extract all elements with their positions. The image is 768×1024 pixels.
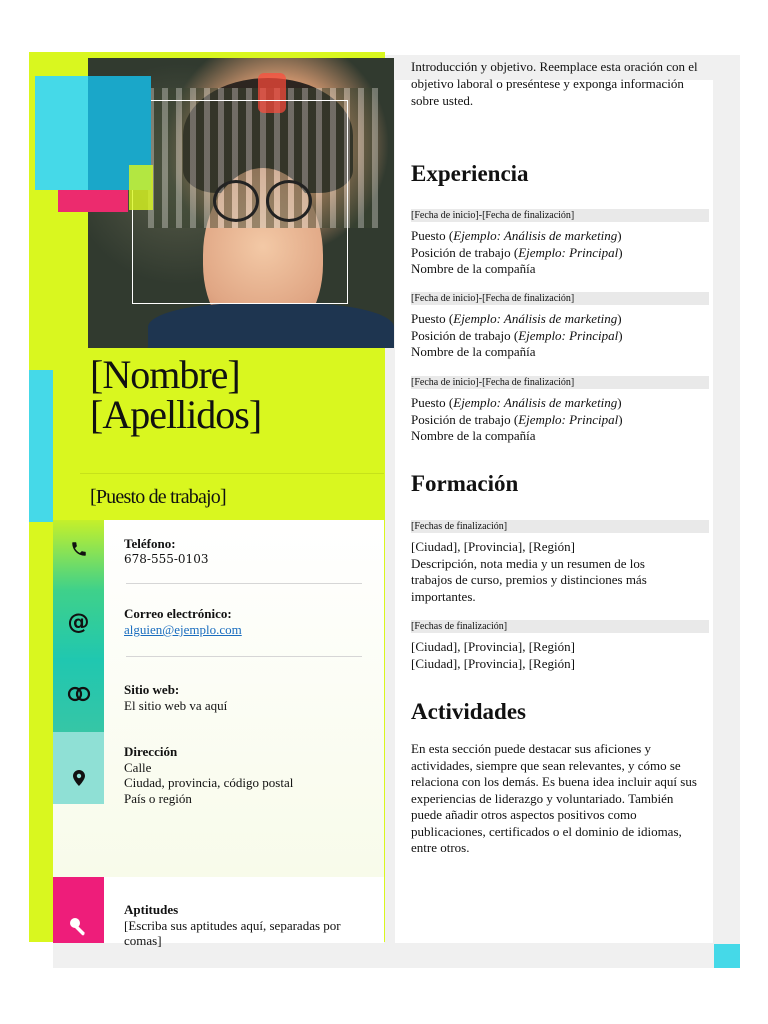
email-icon-block [53, 590, 104, 660]
education-heading: Formación [411, 471, 519, 496]
last-name: [Apellidos] [90, 392, 262, 437]
activities-heading: Actividades [411, 699, 526, 724]
skills-icon-block [53, 877, 104, 943]
cyan-corner-accent [714, 944, 740, 968]
experience-entry [411, 228, 711, 278]
web-icon-block [53, 660, 104, 732]
company-name: Nombre de la compañía [411, 428, 536, 443]
address-line: Ciudad, provincia, código postal [124, 775, 294, 790]
education-location: [Ciudad], [Provincia], [Región] [411, 655, 575, 671]
address-line: Calle [124, 759, 152, 775]
education-date: [Fechas de finalización] [411, 520, 709, 533]
contact-divider [126, 656, 362, 657]
role-line: Posición de trabajo (Ejemplo: Principal) [411, 411, 623, 427]
activities-paragraph: En esta sección puede destacar sus aficiones y actividades, siempre que sean relevantes, y cómo se relaciona con los demás. Es buena idea incluir aquí sus experiencias de liderazgo y voluntariado. También puede añadir otros aspectos positivos como publicaciones, certificados o el dominio de idiomas, entre otros. [411, 741, 697, 855]
phone-value: 678-555-0103 [124, 552, 209, 566]
pink-accent-block [58, 190, 128, 212]
position-line: Puesto (Ejemplo: Análisis de marketing) [411, 228, 622, 243]
education-entry [411, 539, 681, 605]
link-icon [53, 686, 104, 706]
experience-entry [411, 395, 711, 445]
company-name: Nombre de la compañía [411, 344, 536, 359]
cyan-accent-strip [29, 370, 53, 522]
address-icon-block [53, 732, 104, 804]
education-location: [Ciudad], [Provincia], [Región] [411, 639, 575, 654]
email-label: Correo electrónico: [124, 606, 232, 621]
web-value: El sitio web va aquí [124, 698, 228, 713]
photo-shirt [148, 303, 394, 348]
email-section [124, 606, 242, 638]
email-link[interactable]: alguien@ejemplo.com [124, 622, 242, 637]
at-sign-icon: @ [67, 610, 90, 635]
address-section [124, 744, 293, 806]
experience-date: [Fecha de inicio]-[Fecha de finalización] [411, 376, 709, 389]
education-description: Descripción, nota media y un resumen de los trabajos de curso, premios y distinciones más importantes. [411, 555, 647, 604]
skills-label: Aptitudes [124, 902, 179, 917]
cyan-accent-block [35, 76, 90, 190]
experience-entry [411, 311, 711, 361]
first-name: [Nombre] [90, 352, 240, 397]
phone-section [124, 536, 208, 566]
web-label: Sitio web: [124, 682, 180, 697]
experience-date: [Fecha de inicio]-[Fecha de finalización] [411, 292, 709, 305]
education-entry [411, 639, 711, 672]
education-location: [Ciudad], [Provincia], [Región] [411, 539, 575, 554]
phone-icon [53, 540, 104, 563]
lime-accent-block [129, 165, 153, 210]
skills-section [124, 902, 354, 949]
intro-paragraph: Introducción y objetivo. Reemplace esta oración con el objetivo laboral o preséntese y exponga información sobre usted. [411, 59, 698, 108]
position-line: Puesto (Ejemplo: Análisis de marketing) [411, 311, 622, 326]
address-label: Dirección [124, 744, 178, 759]
role-line: Posición de trabajo (Ejemplo: Principal) [411, 327, 623, 343]
contact-divider [126, 583, 362, 584]
experience-heading: Experiencia [411, 161, 529, 186]
key-icon [53, 917, 104, 941]
candidate-name [90, 352, 262, 437]
education-date: [Fechas de finalización] [411, 620, 709, 633]
company-name: Nombre de la compañía [411, 261, 536, 276]
web-section [124, 682, 227, 714]
photo-frame-outline [132, 100, 348, 304]
address-line: País o región [124, 790, 192, 806]
job-title: [Puesto de trabajo] [90, 486, 226, 508]
phone-label: Teléfono: [124, 536, 176, 551]
skills-value: [Escriba sus aptitudes aquí, separadas por comas] [124, 917, 341, 948]
experience-date: [Fecha de inicio]-[Fecha de finalización] [411, 209, 709, 222]
role-line: Posición de trabajo (Ejemplo: Principal) [411, 244, 623, 260]
position-line: Puesto (Ejemplo: Análisis de marketing) [411, 395, 622, 410]
phone-icon-block [53, 520, 104, 590]
location-pin-icon [53, 770, 104, 790]
job-title-divider [80, 473, 384, 474]
